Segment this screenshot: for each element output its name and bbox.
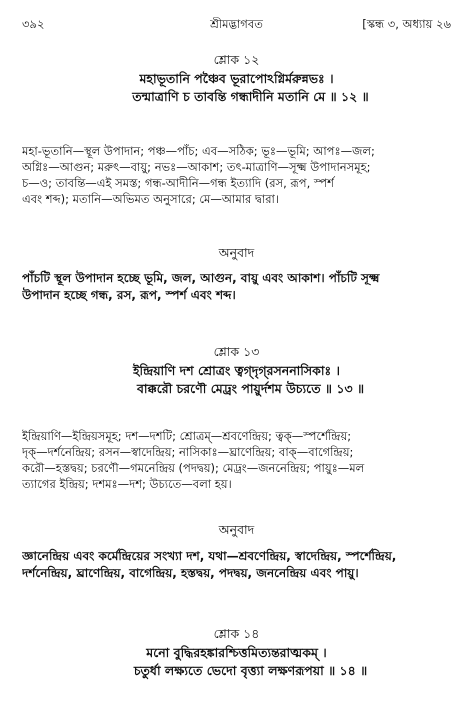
verse-line: বাক্করৌ চরণৌ মেঢ্রং পায়ুর্দশম উচ্যতে ॥ ১৩ ॥ (136, 381, 365, 396)
synonyms-block (22, 143, 451, 207)
verse-12-section (22, 52, 451, 106)
verse-heading: শ্লোক ১২ (213, 52, 260, 67)
synonym-line: মহা-ভূতানি—স্থূল উপাদান; পঞ্চ—পাঁচ; এব—সঠিক; ভূঃ—ভূমি; আপঃ—জল; (22, 144, 375, 158)
synonym-line: এবং শব্দ); মতানি—অভিমত অনুসারে; মে—আমার দ্বারা। (22, 192, 279, 206)
verse-line: মহাভূতানি পঞ্চৈব ভূরাপোঽগ্নির্মরুন্নভঃ । (139, 71, 334, 86)
verse-13-section (22, 344, 451, 398)
book-title: শ্রীমদ্ভাগবত (210, 17, 263, 31)
translation-block (22, 548, 451, 582)
page-number: ৩৯২ (22, 17, 45, 31)
verse-line: মনো বুদ্ধিরহঙ্কারশ্চিত্তমিত্যন্তরাত্মকম্ । (146, 645, 327, 660)
translation-heading: অনুবাদ (218, 245, 255, 260)
verse-heading: শ্লোক ১৩ (213, 344, 260, 359)
verse-text (22, 362, 451, 398)
verse-line: তন্মাত্রাণি চ তাবন্তি গন্ধাদীনি মতানি মে ॥ ১২ ॥ (132, 89, 369, 104)
synonym-line: ত্যাগের ইন্দ্রিয়; দশমঃ—দশ; উচ্যতে—বলা হয়। (22, 477, 232, 491)
translation-heading: অনুবাদ (218, 522, 255, 537)
translation-block (22, 270, 451, 304)
verse-line: ইন্দ্রিয়াণি দশ শ্রোত্রং ত্বগ্‌দৃগ্‌রসননাসিকাঃ । (133, 363, 340, 378)
synonyms-block (22, 428, 451, 492)
synonym-line: করৌ—হস্তদ্বয়; চরণৌ—গমনেন্দ্রিয় (পদদ্বয়); মেঢ্রং—জননেন্দ্রিয়; পায়ুঃ—মল (22, 461, 365, 475)
verse-heading: শ্লোক ১৪ (213, 626, 260, 641)
synonym-line: দৃক্—দর্শনেন্দ্রিয়; রসন—স্বাদেন্দ্রিয়; নাসিকাঃ—ঘ্রাণেন্দ্রিয়; বাক্—বাগেন্দ্রিয়; (22, 445, 354, 459)
translation-line: জ্ঞানেন্দ্রিয় এবং কর্মেন্দ্রিয়ের সংখ্যা দশ, যথা—শ্রবণেন্দ্রিয়, স্বাদেন্দ্রিয়, স্পর্শেন্দ্রিয়, (22, 549, 397, 563)
synonym-line: অগ্নিঃ—আগুন; মরুৎ—বায়ু; নভঃ—আকাশ; তৎ-মাত্রাণি—সূক্ষ্ম উপাদানসমূহ; (22, 160, 371, 174)
translation-line: দর্শনেন্দ্রিয়, ঘ্রাণেন্দ্রিয়, বাগেন্দ্রিয়, হস্তদ্বয়, পদদ্বয়, জননেন্দ্রিয় এবং পায়ু। (22, 566, 359, 580)
verse-text (22, 644, 451, 680)
synonym-line: চ—ও; তাবন্তি—এই সমস্ত; গন্ধ-আদীনি—গন্ধ ইত্যাদি (রস, রূপ, স্পর্শ (22, 176, 334, 190)
verse-line: চতুর্ধা লক্ষ্যতে ভেদো বৃত্ত্যা লক্ষণরূপয়া ॥ ১৪ ॥ (133, 663, 368, 678)
translation-line: উপাদান হচ্ছে গন্ধ, রস, রূপ, স্পর্শ এবং শব্দ। (22, 288, 236, 302)
verse-14-section (22, 626, 451, 680)
page-header (22, 16, 451, 36)
verse-text (22, 70, 451, 106)
chapter-reference: [স্কন্ধ ৩, অধ্যায় ২৬ (362, 17, 451, 31)
synonym-line: ইন্দ্রিয়াণি—ইন্দ্রিয়সমূহ; দশ—দশটি; শ্রোত্রম্—শ্রবণেন্দ্রিয়; ত্বক্—স্পর্শেন্দ্রিয়; (22, 429, 352, 443)
translation-line: পাঁচটি স্থূল উপাদান হচ্ছে ভূমি, জল, আগুন, বায়ু এবং আকাশ। পাঁচটি সূক্ষ্ম (22, 271, 380, 285)
